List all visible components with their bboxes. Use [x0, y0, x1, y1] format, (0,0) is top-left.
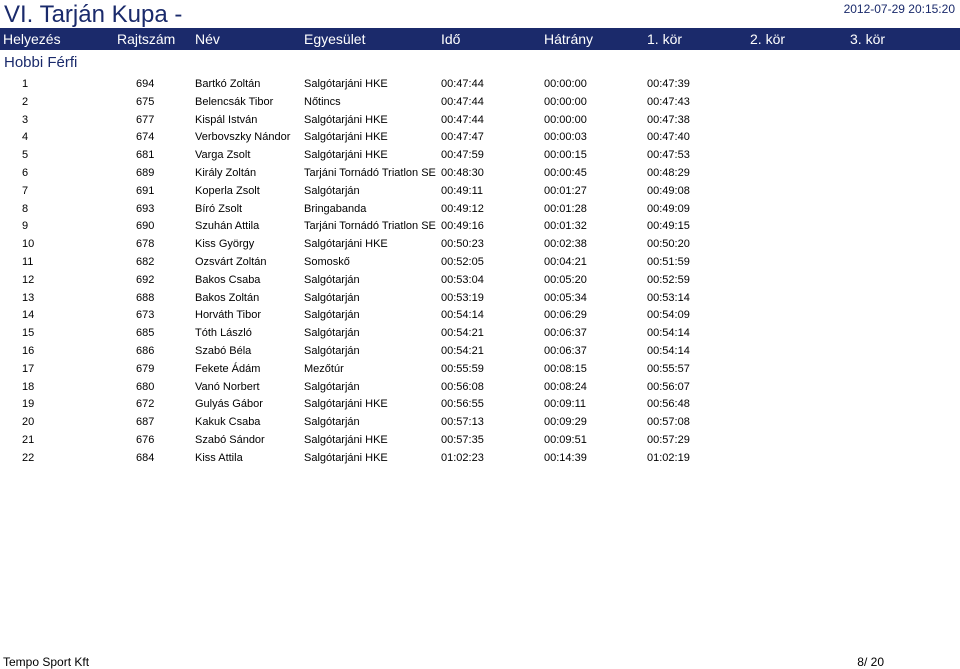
table-cell: 00:00:03 [544, 131, 587, 144]
table-row [0, 325, 960, 343]
table-cell: 13 [22, 291, 35, 304]
table-cell: 00:57:13 [441, 416, 484, 429]
footer-company: Tempo Sport Kft [3, 655, 90, 669]
table-cell: 00:52:59 [647, 273, 690, 286]
table-row [0, 272, 960, 290]
table-cell: 00:54:21 [441, 344, 484, 357]
table-cell: 00:49:08 [647, 184, 690, 197]
table-cell: 00:00:45 [544, 166, 587, 179]
table-cell: 00:47:44 [441, 78, 484, 90]
table-cell: 00:57:35 [441, 433, 484, 446]
table-cell: 00:05:34 [544, 291, 587, 304]
table-cell: Mezőtúr [304, 362, 344, 375]
table-cell: 00:56:07 [647, 380, 690, 393]
table-row [0, 379, 960, 397]
table-cell: Bakos Csaba [195, 273, 261, 286]
table-cell: 00:47:39 [647, 78, 690, 90]
table-cell: Bringabanda [304, 202, 367, 215]
table-cell: 00:53:04 [441, 273, 484, 286]
table-cell: Bíró Zsolt [195, 202, 243, 215]
table-cell: 00:53:14 [647, 291, 690, 304]
table-cell: 00:47:59 [441, 149, 484, 162]
table-cell: Nőtincs [304, 95, 341, 108]
table-cell: 675 [136, 95, 155, 108]
column-header: Helyezés [3, 31, 61, 47]
table-cell: Salgótarján [304, 291, 360, 304]
table-cell: Szabó Béla [195, 344, 252, 357]
table-cell: 00:56:48 [647, 398, 690, 411]
column-header: Név [195, 31, 220, 47]
table-cell: 00:48:29 [647, 166, 690, 179]
table-cell: 00:57:08 [647, 416, 690, 429]
table-cell: Király Zoltán [195, 166, 257, 179]
table-cell: 00:50:20 [647, 238, 690, 251]
table-row [0, 343, 960, 361]
table-cell: 00:09:29 [544, 416, 587, 429]
table-cell: Gulyás Gábor [195, 398, 263, 411]
table-cell: 00:47:44 [441, 95, 484, 108]
column-header: Hátrány [544, 31, 594, 47]
column-header: Rajtszám [117, 31, 176, 47]
table-cell: 00:55:59 [441, 362, 484, 375]
table-cell: Bakos Zoltán [195, 291, 260, 304]
table-row [0, 165, 960, 183]
column-header: Egyesület [304, 31, 366, 47]
table-cell: 00:54:21 [441, 327, 484, 340]
table-cell: 693 [136, 202, 155, 215]
table-cell: 00:49:09 [647, 202, 690, 215]
table-cell: 00:47:44 [441, 113, 484, 126]
table-cell: 00:47:53 [647, 149, 690, 162]
table-cell: 678 [136, 238, 155, 251]
table-cell: Ozsvárt Zoltán [195, 255, 267, 268]
table-cell: 5 [22, 149, 29, 162]
table-cell: 10 [22, 238, 35, 251]
table-cell: 00:09:51 [544, 433, 587, 446]
table-row [0, 183, 960, 201]
table-cell: 00:54:14 [647, 344, 690, 357]
table-cell: 00:09:11 [544, 398, 587, 411]
table-cell: 00:02:38 [544, 238, 587, 251]
table-cell: 1 [22, 78, 29, 90]
table-cell: Kakuk Csaba [195, 416, 261, 429]
table-cell: Salgótarján [304, 380, 360, 393]
table-cell: 00:57:29 [647, 433, 690, 446]
table-row [0, 129, 960, 147]
table-cell: 4 [22, 131, 29, 144]
table-cell: 677 [136, 113, 155, 126]
table-cell: 00:49:11 [441, 184, 484, 197]
table-cell: 00:47:47 [441, 131, 484, 144]
table-cell: 11 [22, 255, 34, 268]
table-cell: 00:05:20 [544, 273, 587, 286]
timestamp: 2012-07-29 20:15:20 [843, 2, 955, 16]
table-cell: 687 [136, 416, 155, 429]
table-cell: 688 [136, 291, 155, 304]
table-cell: 00:06:37 [544, 327, 587, 340]
table-cell: 00:00:00 [544, 113, 587, 126]
table-cell: 16 [22, 344, 35, 357]
table-cell: 694 [136, 78, 155, 90]
table-cell: Horváth Tibor [195, 309, 262, 322]
table-cell: 681 [136, 149, 155, 162]
table-cell: 8 [22, 202, 29, 215]
table-cell: 00:06:37 [544, 344, 587, 357]
table-cell: 692 [136, 273, 155, 286]
table-row [0, 254, 960, 272]
category-title: Hobbi Férfi [4, 54, 78, 71]
table-cell: Somoskő [304, 255, 350, 268]
table-cell: 00:06:29 [544, 309, 587, 322]
table-row [0, 307, 960, 325]
table-cell: 00:47:40 [647, 131, 690, 144]
table-row [0, 361, 960, 379]
table-cell: 20 [22, 416, 35, 429]
table-cell: Salgótarjáni HKE [304, 113, 388, 126]
table-cell: 673 [136, 309, 155, 322]
table-cell: Verbovszky Nándor [195, 131, 291, 144]
table-cell: 7 [22, 184, 29, 197]
table-cell: Salgótarján [304, 416, 360, 429]
table-cell: 00:49:12 [441, 202, 484, 215]
table-cell: 01:02:23 [441, 451, 484, 464]
table-cell: 15 [22, 327, 35, 340]
table-cell: 680 [136, 380, 155, 393]
table-cell: 3 [22, 113, 29, 126]
column-header: 2. kör [750, 31, 786, 47]
table-cell: 00:51:59 [647, 255, 690, 268]
table-cell: Kiss Attila [195, 451, 243, 464]
table-cell: Salgótarján [304, 344, 360, 357]
table-cell: Salgótarján [304, 184, 360, 197]
table-cell: 12 [22, 273, 35, 286]
table-cell: 685 [136, 327, 155, 340]
table-cell: 00:54:14 [441, 309, 484, 322]
table-row [0, 290, 960, 308]
table-cell: Salgótarján [304, 273, 360, 286]
table-cell: 00:08:15 [544, 362, 587, 375]
table-cell: Kispál István [195, 113, 258, 126]
table-cell: Varga Zsolt [195, 149, 251, 162]
table-cell: 00:53:19 [441, 291, 484, 304]
table-cell: 00:48:30 [441, 166, 484, 179]
table-header [0, 28, 960, 50]
table-cell: 00:00:00 [544, 95, 587, 108]
table-cell: 00:54:14 [647, 327, 690, 340]
column-header: 3. kör [850, 31, 886, 47]
column-header: Idő [441, 31, 461, 47]
table-cell: 00:01:28 [544, 202, 587, 215]
table-cell: 9 [22, 220, 29, 233]
table-cell: 00:52:05 [441, 255, 484, 268]
footer-page: 8/ 20 [857, 655, 884, 669]
table-cell: Salgótarjáni HKE [304, 149, 388, 162]
table-cell: 679 [136, 362, 155, 375]
results-table [0, 76, 960, 468]
table-cell: Kiss György [195, 238, 255, 251]
table-cell: 2 [22, 95, 29, 108]
table-row [0, 147, 960, 165]
table-cell: Salgótarjáni HKE [304, 131, 388, 144]
table-row [0, 218, 960, 236]
table-cell: 00:49:16 [441, 220, 484, 233]
table-cell: Bartkó Zoltán [195, 78, 261, 90]
table-cell: 676 [136, 433, 155, 446]
table-cell: 00:50:23 [441, 238, 484, 251]
table-cell: 00:00:15 [544, 149, 587, 162]
table-cell: 00:01:27 [544, 184, 587, 197]
table-cell: Fekete Ádám [195, 362, 261, 375]
table-cell: 01:02:19 [647, 451, 690, 464]
table-cell: 17 [22, 362, 35, 375]
table-cell: Szabó Sándor [195, 433, 265, 446]
table-cell: 18 [22, 380, 35, 393]
table-cell: 672 [136, 398, 155, 411]
table-row [0, 201, 960, 219]
table-cell: 691 [136, 184, 155, 197]
table-cell: 00:47:43 [647, 95, 690, 108]
table-cell: Tarjáni Tornádó Triatlon SE [304, 220, 436, 233]
table-row [0, 236, 960, 254]
table-cell: Salgótarján [304, 327, 360, 340]
table-row [0, 432, 960, 450]
table-row [0, 450, 960, 468]
table-row [0, 94, 960, 112]
table-cell: 00:00:00 [544, 78, 587, 90]
table-cell: Salgótarjáni HKE [304, 238, 388, 251]
table-cell: 689 [136, 166, 155, 179]
page-title: VI. Tarján Kupa - [4, 1, 183, 28]
table-cell: 14 [22, 309, 35, 322]
table-row [0, 396, 960, 414]
table-cell: Koperla Zsolt [195, 184, 260, 197]
table-row [0, 112, 960, 130]
table-cell: 6 [22, 166, 29, 179]
table-cell: 00:04:21 [544, 255, 587, 268]
table-cell: Salgótarjáni HKE [304, 78, 388, 90]
table-cell: 22 [22, 451, 35, 464]
table-row [0, 76, 960, 94]
table-cell: Szuhán Attila [195, 220, 260, 233]
table-cell: 21 [22, 433, 35, 446]
table-cell: 684 [136, 451, 155, 464]
table-cell: 00:14:39 [544, 451, 587, 464]
table-cell: 00:54:09 [647, 309, 690, 322]
table-cell: 00:47:38 [647, 113, 690, 126]
table-cell: Salgótarjáni HKE [304, 451, 388, 464]
table-cell: 682 [136, 255, 155, 268]
table-cell: 00:08:24 [544, 380, 587, 393]
table-cell: 674 [136, 131, 155, 144]
table-cell: 19 [22, 398, 35, 411]
table-row [0, 414, 960, 432]
column-header: 1. kör [647, 31, 683, 47]
table-cell: Salgótarján [304, 309, 360, 322]
table-cell: 690 [136, 220, 155, 233]
table-cell: Salgótarjáni HKE [304, 398, 388, 411]
table-cell: 00:56:08 [441, 380, 484, 393]
table-cell: 686 [136, 344, 155, 357]
table-cell: 00:49:15 [647, 220, 690, 233]
table-cell: Vanó Norbert [195, 380, 260, 393]
table-cell: 00:55:57 [647, 362, 690, 375]
table-cell: Tóth László [195, 327, 252, 340]
table-cell: Tarjáni Tornádó Triatlon SE [304, 166, 436, 179]
table-cell: Belencsák Tibor [195, 95, 274, 108]
table-cell: 00:56:55 [441, 398, 484, 411]
table-cell: Salgótarjáni HKE [304, 433, 388, 446]
table-cell: 00:01:32 [544, 220, 587, 233]
